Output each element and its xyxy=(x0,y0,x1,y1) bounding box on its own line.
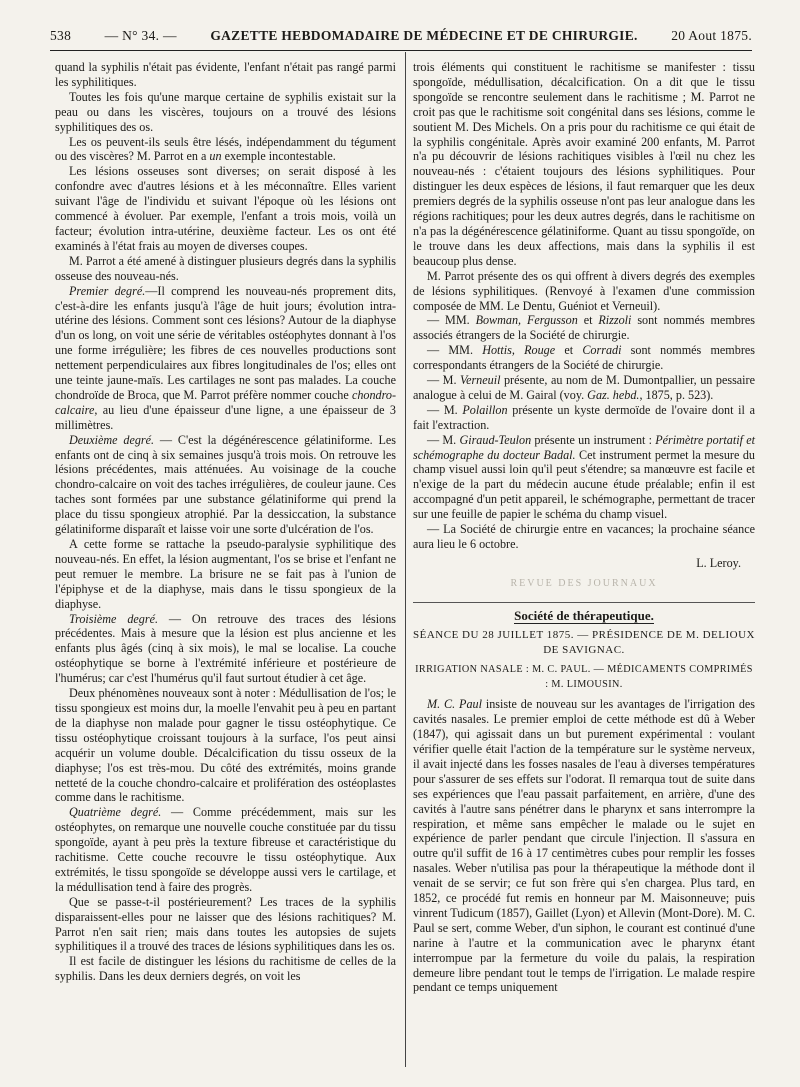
paragraph: — La Société de chirurgie entre en vacances; la prochaine séance aura lieu le 6 octobre. xyxy=(413,522,755,551)
paragraph: M. C. Paul insiste de nouveau sur les avantages de l'irrigation des cavités nasales. Le premier emploi de cette méthode est dû à Weber (1847), qui agissait dans un but purement expérimental : voulant vérifier quelle était l'action de la température sur le système nerveux, il avait injecté dans les fosses nasales de l'eau à diverses températures pour s'assurer de ses effets sur l'odorat. Il remarqua tout de suite dans ses expériences que l'eau passait parfaitement, en arrière, d'une des cavités à l'autre sans pénétrer dans le pharynx et sans interrompre la respiration, et même sans empêcher le malade ou le sujet en expérience de parler pendant que circule l'injection. Il s'assura en outre qu'il suffit de 16 à 17 centimètres cubes pour remplir les fosses nasales. Weber n'utilisa pas pour la thérapeutique la méthode dont il venait de se servir; ce fut son frère qui s'en chargea. Plus tard, en 1852, ce procédé fut remis en honneur par M. Maisonneuve; puis vinrent Tudicum (1857), Gaillet (Lyon) et Allevin (Mont-Dore). M. C. Paul se sert, comme Weber, d'un siphon, le courant est continué d'une narine à l'autre et la communication avec le pharynx étant interrompue par la fermeture du voile du palais, la respiration demeure libre pendant tout le temps de l'irrigation. Le malade respire pendant ce temps uniquement xyxy=(413,697,756,995)
paragraph: Troisième degré. — On retrouve des traces des lésions précédentes. Mais à mesure que la lésion est plus ancienne et les enfants plus âgés (cinq à six mois), le mal se localise. La couche ostéophytique se borne à l'extrémité inférieure et postérieure de l'humérus; car c'est l'humérus qu'il faut surtout étudier à cet âge. xyxy=(55,611,396,686)
paragraph: — MM. Hottis, Rouge et Corradi sont nommés membres correspondants étrangers de la Société de chirurgie. xyxy=(413,343,755,373)
signature: L. Leroy. xyxy=(696,555,741,570)
paragraph: trois éléments qui constituent le rachitisme se manifester : tissu spongoïde, médullisation, décalcification. On a dit que le tissu spongoïde se rencontre seulement dans le rachitisme ; M. Parrot ne croit pas que le rachitisme soit congénital dans ses lésions, comme le soutient M. Des Michels. On a pris pour du rachitisme ce qui était de la syphilis congénitale. Après avoir examiné 200 enfants, M. Parrot n'a pu découvrir de lésions rachitiques visibles à l'œil nu chez les nouveau-nés : c'étaient toujours des lésions syphilitiques. Pour distinguer les deux espèces de lésions, il faut remarquer que les deux premiers degrés de la syphilis osseuse n'ont pas leur analogue dans les régions rachitiques; pour les deux autres degrés, dans le rachitisme on n'a pas la dégénérescence gélatiniforme. Quant au tissu spongoïde, on le trouve dans les deux affections, mais dans la syphilis il est beaucoup plus dense. xyxy=(413,60,755,268)
paragraph: Il est facile de distinguer les lésions du rachitisme de celles de la syphilis. Dans les deux derniers degrés, on voit les xyxy=(55,954,396,984)
paragraph: — M. Polaillon présente un kyste dermoïde de l'ovaire dont il a fait l'extraction. xyxy=(413,402,755,432)
paragraph: — M. Giraud-Teulon présente un instrument : Périmètre portatif et schémographe du docteur Badal. Cet instrument permet la mesure du champ visuel aussi loin qu'il peut s'étendre; sa manœuvre est facile et n'exige de la part du médecin aucune étude préalable; enfin il est accompagné d'un petit appareil, le schémographe, permettant de tracer sur une feuille de papier le schéma du champ visuel. xyxy=(413,432,756,522)
page-header xyxy=(50,28,752,50)
left-column xyxy=(55,60,396,984)
paragraph: Les lésions osseuses sont diverses; on serait disposé à les confondre avec d'autres lésions et à les méconnaître. Elles varient suivant l'âge de l'individu et suivant l'époque où les lésions ont commencé à évoluer. Par exemple, l'enfant a trois mois, voilà un facteur; évolution intra-utérine, deuxième facteur. Les os ont été examinés à l'état frais au moyen de diverses coupes. xyxy=(55,164,396,253)
paragraph: A cette forme se rattache la pseudo-paralysie syphilitique des nouveau-nés. En effet, la lésion augmentant, l'os se brise et l'enfant ne peut remuer le membre. La brisure ne se fait pas à l'union de l'épiphyse et de la diaphyse, mais dans le tissu spongieux de la diaphyse. xyxy=(55,537,396,611)
issue-date: 20 Aout 1875. xyxy=(671,28,752,43)
paragraph: Premier degré.—Il comprend les nouveau-nés proprement dits, c'est-à-dire les enfants jusqu'à l'âge de huit jours; évolution intra-utérine des lésions. Comment sont ces lésions? Autour de la diaphyse d'un os long, on voit une série de véritables ostéophytes donnant à l'os une forme irrégulière; les fibres de ces nouvelles productions sont nettement perpendiculaires aux fibres longitudinales de l'os; elles ont une teinte jaune-maïs. Les cartilages ne sont pas malades. La couche chondroïde de Broca, que M. Parrot préfère nommer couche chondro-calcaire, au lieu d'une épaisseur d'une ligne, a une épaisseur de 3 millimètres. xyxy=(55,283,397,432)
paragraph: Toutes les fois qu'une marque certaine de syphilis existait sur la peau ou dans les viscères, toujours on a trouvé des lésions syphilitiques des os. xyxy=(55,89,396,134)
paragraph: Les os peuvent-ils seuls être lésés, indépendamment du tégument ou des viscères? M. Parrot en a un exemple incontestable. xyxy=(55,134,396,164)
session-line: SÉANCE DU 28 JUILLET 1875. — PRÉSIDENCE DE M. DELIOUX DE SAVIGNAC. xyxy=(413,628,755,656)
header-rule xyxy=(50,50,752,51)
paragraph: M. Parrot a été amené à distinguer plusieurs degrés dans la syphilis osseuse des nouveau-nés. xyxy=(55,253,396,283)
page-number: 538 xyxy=(50,28,72,43)
paragraph: Que se passe-t-il postérieurement? Les traces de la syphilis disparaissent-elles pour ne laisser que des lésions rachitiques? M. Parrot n'en sait rien; mais dans toutes les autopsies de sujets syphilitiques il a trouvé des traces de lésions syphilitiques dans les os. xyxy=(55,894,396,954)
issue-number: — N° 34. — xyxy=(104,28,177,43)
section-heading: Société de thérapeutique. xyxy=(413,602,755,624)
column-divider xyxy=(405,52,406,1067)
paragraph: — MM. Bowman, Fergusson et Rizzoli sont nommés membres associés étrangers de la Société de chirurgie. xyxy=(413,313,755,343)
publication-title: GAZETTE HEBDOMADAIRE DE MÉDECINE ET DE CHIRURGIE. xyxy=(210,28,638,43)
paragraph: M. Parrot présente des os qui offrent à divers degrés des exemples de lésions syphilitiques. (Renvoyé à l'examen d'une commission composée de MM. Le Dentu, Guéniot et Verneuil). xyxy=(413,268,755,313)
topics-line: IRRIGATION NASALE : M. C. PAUL. — MÉDICAMENTS COMPRIMÉS : M. LIMOUSIN. xyxy=(415,664,753,691)
paragraph: Quatrième degré. — Comme précédemment, mais sur les ostéophytes, on remarque une nouvelle couche constituée par du tissu spongoïde, ayant à peu près la texture fibreuse et caractéristique du rachitisme. Cette couche recouvre le tissu ostéophytique. Aux extrémités, le tissu spongoïde se développe aussi vers le cartilage, et la médullisation tend à faire des progrès. xyxy=(55,805,396,894)
paragraph: — M. Verneuil présente, au nom de M. Dumontpallier, un pessaire analogue à celui de M. Gairal (voy. Gaz. hebd., 1875, p. 523). xyxy=(413,373,755,402)
paragraph: Deuxième degré. — C'est la dégénérescence gélatiniforme. Les enfants ont de cinq à six semaines jusqu'à trois mois. On retrouve les lésions précédentes, mais atténuées. Au voisinage de la couche chondro-calcaire on voit des taches irrégulières, de couleur jaune. Ces taches sont formées par une substance gélatiniforme qui prend la place du tissu spongieux atrophié. Par la dessiccation, la substance gélatiniforme disparaît et laisse voir une sorte d'ulcération de l'os. xyxy=(55,432,396,537)
paragraph: Deux phénomènes nouveaux sont à noter : Médullisation de l'os; le tissu spongieux est moins dur, la moelle l'envahit peu à peu en partant de la diaphyse non malade pour gagner le tissu ostéophytique. Ce tissu ostéophytique croissant toujours à la surface, l'os peut ainsi acquérir un volume double. Décalcification du tissu osseux de la diaphyse; l'os est très-mou. Du côté des extrémités, moins grande netteté de la couche chondro-calcaire et prolifération des ostéoplastes comme dans le rachitisme. xyxy=(55,686,396,805)
paragraph: quand la syphilis n'était pas évidente, l'enfant n'était pas rangé parmi les syphilitiques. xyxy=(55,60,396,89)
bleed-through-text: REVUE DES JOURNAUX xyxy=(510,577,658,589)
right-column xyxy=(413,60,755,995)
